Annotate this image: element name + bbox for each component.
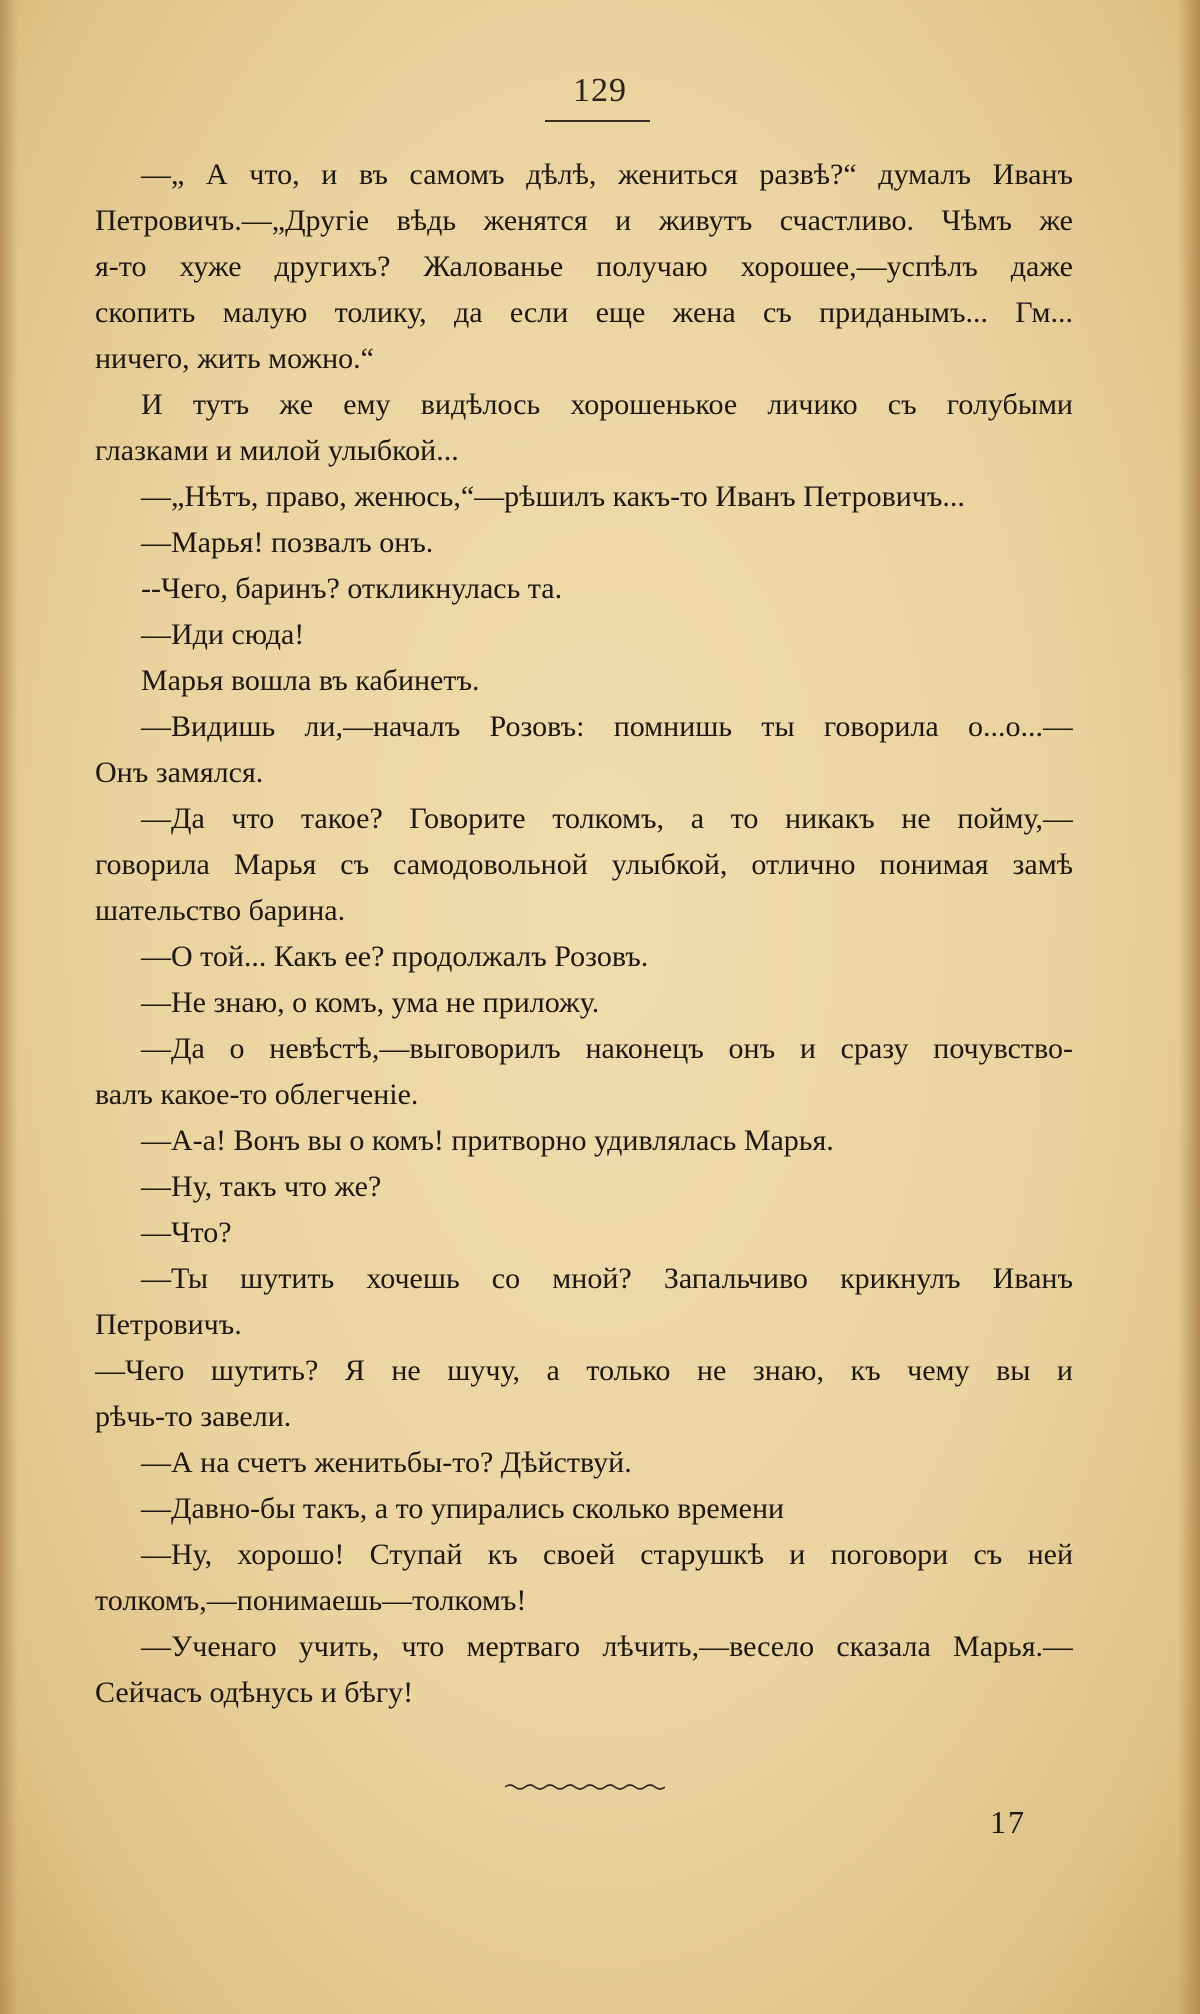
text-line: —Видишь ли,—началъ Розовъ: помнишь ты говорила о...о...—: [141, 710, 1073, 743]
text-line: —Да что такое? Говорите толкомъ, а то никакъ не пойму,—: [141, 802, 1073, 835]
text-line: Петровичъ.—„Другіе вѣдь женятся и живутъ счастливо. Чѣмъ же: [95, 204, 1073, 237]
page-edge-shadow-left: [0, 0, 18, 2014]
text-line: —Да о невѣстѣ,—выговорилъ наконецъ онъ и сразу почувство-: [141, 1032, 1073, 1065]
text-line: —Ты шутить хочешь со мной? Запальчиво крикнулъ Иванъ: [141, 1262, 1073, 1295]
text-line: скопить малую толику, да если еще жена съ приданымъ... Гм...: [95, 296, 1073, 329]
text-line: И тутъ же ему видѣлось хорошенькое личико съ голубыми: [141, 388, 1073, 421]
text-line: толкомъ,—понимаешь—толкомъ!: [95, 1584, 527, 1617]
text-line: говорила Марья съ самодовольной улыбкой, отлично понимая замѣ: [95, 848, 1073, 881]
text-line: —„ А что, и въ самомъ дѣлѣ, жениться развѣ?“ думалъ Иванъ: [141, 158, 1073, 191]
text-line: —Иди сюда!: [141, 618, 305, 651]
text-line: Сейчасъ одѣнусь и бѣгу!: [95, 1676, 414, 1709]
header-rule: [545, 120, 650, 122]
text-line: Петровичъ.: [95, 1308, 242, 1341]
body-text: [95, 152, 1073, 1716]
text-line: валъ какое-то облегченіе.: [95, 1078, 419, 1111]
text-line: —Ученаго учить, что мертваго лѣчить,—весело сказала Марья.—: [141, 1630, 1073, 1663]
text-line: ничего, жить можно.“: [95, 342, 374, 375]
text-line: —А-а! Вонъ вы о комъ! притворно удивлялась Марья.: [141, 1124, 834, 1157]
text-line: —Не знаю, о комъ, ума не приложу.: [141, 986, 600, 1019]
text-line: —Марья! позвалъ онъ.: [141, 526, 434, 559]
end-ornament-rule: [505, 1783, 665, 1791]
text-line: глазками и милой улыбкой...: [95, 434, 459, 467]
text-line: я-то хуже другихъ? Жалованье получаю хорошее,—успѣлъ даже: [95, 250, 1073, 283]
page-number: 129: [573, 72, 627, 109]
text-line: —А на счетъ женитьбы-то? Дѣйствуй.: [141, 1446, 632, 1479]
text-line: Онъ замялся.: [95, 756, 264, 789]
text-line: —Ну, хорошо! Ступай къ своей старушкѣ и поговори съ ней: [141, 1538, 1073, 1571]
text-line: шательство барина.: [95, 894, 346, 927]
text-line: Марья вошла въ кабинетъ.: [141, 664, 480, 697]
text-line: —Ну, такъ что же?: [141, 1170, 382, 1203]
text-line: —Чего шутить? Я не шучу, а только не знаю, къ чему вы и: [95, 1354, 1073, 1387]
page-edge-shadow-right: [1178, 0, 1200, 2014]
text-line: --Чего, баринъ? откликнулась та.: [141, 572, 563, 605]
signature-mark: 17: [990, 1804, 1026, 1840]
text-line: —О той... Какъ ее? продолжалъ Розовъ.: [141, 940, 649, 973]
text-line: —Давно-бы такъ, а то упирались сколько времени: [141, 1492, 785, 1525]
text-line: рѣчь-то завели.: [95, 1400, 292, 1433]
text-line: —„Нѣтъ, право, женюсь,“—рѣшилъ какъ-то Иванъ Петровичъ...: [141, 480, 965, 513]
text-line: —Что?: [141, 1216, 232, 1249]
